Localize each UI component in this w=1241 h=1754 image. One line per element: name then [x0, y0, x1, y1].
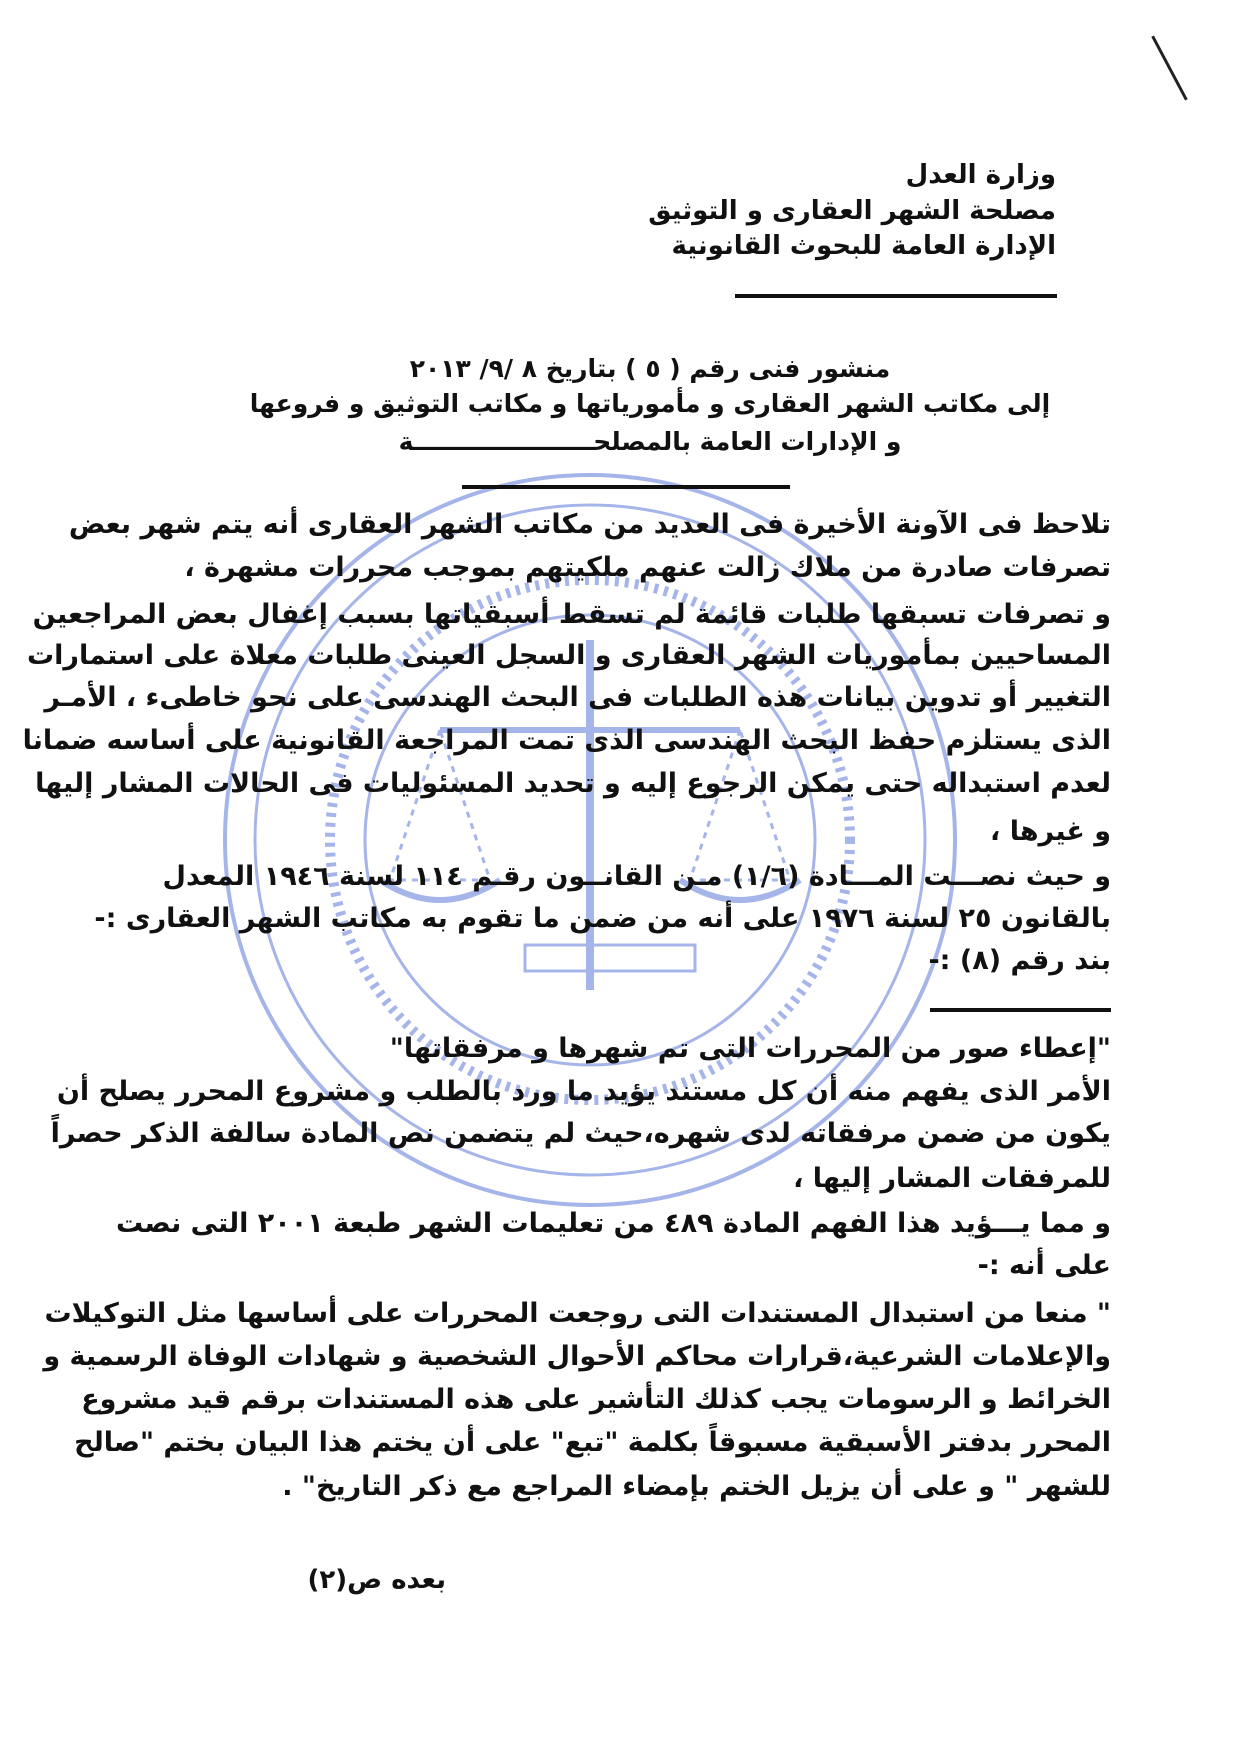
circular-number-date: منشور فنى رقم ( ٥ ) بتاريخ ٨ /٩/ ٢٠١٣: [409, 354, 891, 383]
header-divider: [735, 294, 1057, 298]
body-line: لعدم استبداله حتى يمكن الرجوع إليه و تحديد المسئوليات فى الحالات المشار إليها: [35, 768, 1111, 799]
quoted-instruction-line: الخرائط و الرسومات يجب كذلك التأشير على هذه المستندات برقم قيد مشروع: [81, 1384, 1111, 1415]
quoted-instruction-line: " منعا من استبدال المستندات التى روجعت المحررات على أساسها مثل التوكيلات: [44, 1298, 1111, 1329]
body-line: الذى يستلزم حفظ البحث الهندسى الذى تمت المراجعة القانونية على أساسه ضمانا: [22, 725, 1111, 756]
circular-recipients-cont: و الإدارات العامة بالمصلحـــــــــــــــــــــة: [398, 427, 902, 456]
body-line: على أنه :-: [977, 1250, 1111, 1281]
body-line: تلاحظ فى الآونة الأخيرة فى العديد من مكاتب الشهر العقارى أنه يتم شهر بعض: [68, 509, 1111, 540]
page-continuation: بعده ص(٢): [307, 1565, 446, 1595]
body-line: و غيرها ،: [990, 816, 1111, 847]
quoted-instruction-line: للشهر " و على أن يزيل الختم بإمضاء المراجع مع ذكر التاريخ" .: [282, 1471, 1111, 1502]
body-line: الأمر الذى يفهم منه أن كل مستند يؤيد ما ورد بالطلب و مشروع المحرر يصلح أن: [56, 1076, 1111, 1107]
circular-recipients: إلى مكاتب الشهر العقارى و مأمورياتها و مكاتب التوثيق و فروعها: [249, 389, 1051, 418]
ministry-name: وزارة العدل: [905, 160, 1056, 190]
body-line: و تصرفات تسبقها طلبات قائمة لم تسقط أسبقياتها بسبب إغفال بعض المراجعين: [32, 599, 1111, 630]
body-line: التغيير أو تدوين بيانات هذه الطلبات فى البحث الهندسى على نحو خاطىء ، الأمـر: [44, 682, 1111, 713]
body-line: يكون من ضمن مرفقاته لدى شهره،حيث لم يتضمن نص المادة سالفة الذكر حصراً: [50, 1118, 1111, 1149]
body-line: بند رقم (٨) :-: [928, 945, 1111, 976]
department-name: الإدارة العامة للبحوث القانونية: [671, 231, 1056, 261]
body-line: للمرفقات المشار إليها ،: [793, 1163, 1111, 1194]
body-line: و مما يـــؤيد هذا الفهم المادة ٤٨٩ من تعليمات الشهر طبعة ٢٠٠١ التى نصت: [115, 1208, 1111, 1239]
body-line: و حيث نصـــت المـــادة (١/٦) مـن القانــون رقـم ١١٤ لسنة ١٩٤٦ المعدل: [162, 861, 1111, 892]
title-divider: [462, 485, 790, 489]
quoted-instruction-line: المحرر بدفتر الأسبقية مسبوقاً بكلمة "تبع" على أن يختم هذا البيان بختم "صالح: [74, 1427, 1111, 1458]
quoted-clause: "إعطاء صور من المحررات التى تم شهرها و مرفقاتها": [389, 1033, 1111, 1064]
authority-name: مصلحة الشهر العقارى و التوثيق: [648, 196, 1056, 226]
quoted-instruction-line: والإعلامات الشرعية،قرارات محاكم الأحوال الشخصية و شهادات الوفاة الرسمية و: [43, 1341, 1111, 1372]
clause-divider: [930, 1008, 1111, 1012]
body-line: المساحيين بمأموريات الشهر العقارى و السجل العينى طلبات معلاة على استمارات: [27, 640, 1111, 671]
corner-mark: [1151, 36, 1187, 101]
body-line: بالقانون ٢٥ لسنة ١٩٧٦ على أنه من ضمن ما تقوم به مكاتب الشهر العقارى :-: [94, 903, 1111, 934]
body-line: تصرفات صادرة من ملاك زالت عنهم ملكيتهم بموجب محررات مشهرة ،: [184, 552, 1111, 583]
